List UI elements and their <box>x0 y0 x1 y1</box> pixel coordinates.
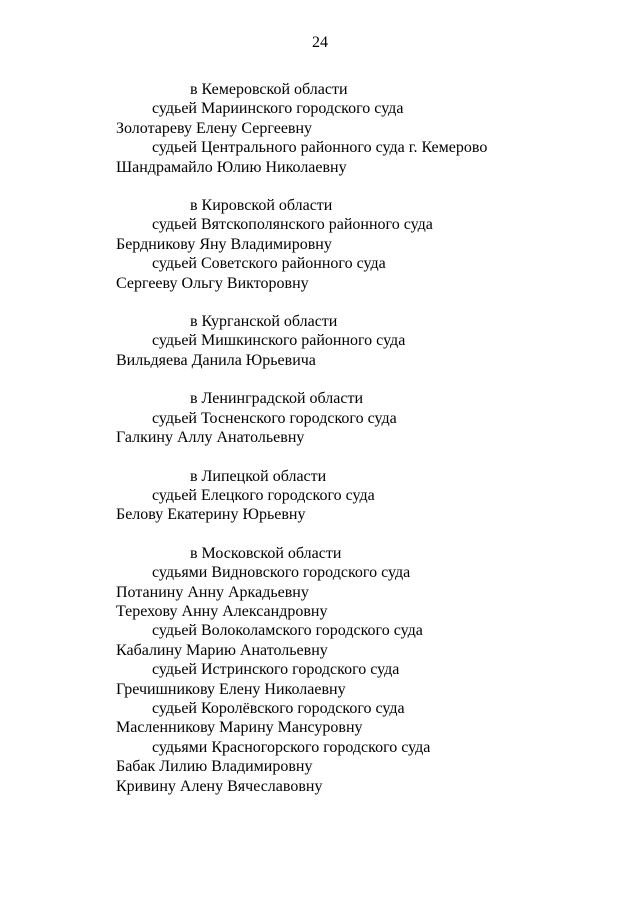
judge-name-line: Кривину Алену Вячеславовну <box>116 777 323 795</box>
judge-name-line: Белову Екатерину Юрьевну <box>116 506 306 524</box>
page-number: 24 <box>312 34 328 51</box>
court-appointment-line: судьей Мариинского городского суда <box>152 100 404 118</box>
region-section <box>116 544 616 796</box>
court-appointment-line: судьями Красногорского городского суда <box>152 738 431 756</box>
judge-name-line: Вильдяева Данила Юрьевича <box>116 351 316 369</box>
court-appointment-line: судьями Видновского городского суда <box>152 564 411 582</box>
judge-name-line: Сергееву Ольгу Викторовну <box>116 274 309 292</box>
court-appointment-line: судьей Тосненского городского суда <box>152 409 397 427</box>
judge-name-line: Гречишникову Елену Николаевну <box>116 680 346 698</box>
region-heading: в Курганской области <box>190 313 338 331</box>
court-appointment-line: судьей Вятскополянского районного суда <box>152 216 433 234</box>
region-section <box>116 467 616 525</box>
judge-name-line: Кабалину Марию Анатольевну <box>116 641 328 659</box>
judge-name-line: Галкину Аллу Анатольевну <box>116 429 305 447</box>
court-appointment-line: судьей Центрального районного суда г. Кемерово <box>152 139 488 157</box>
court-appointment-line: судьей Истринского городского суда <box>152 661 400 679</box>
region-section <box>116 389 616 447</box>
court-appointment-line: судьей Королёвского городского суда <box>152 699 405 717</box>
judge-name-line: Золотареву Елену Сергеевну <box>116 119 313 137</box>
judge-name-line: Шандрамайло Юлию Николаевну <box>116 158 347 176</box>
court-appointment-line: судьей Советского районного суда <box>152 255 386 273</box>
region-section <box>116 312 616 370</box>
region-heading: в Кемеровской области <box>190 81 348 98</box>
court-appointment-line: судьей Мишкинского районного суда <box>152 332 406 350</box>
judge-name-line: Масленникову Марину Мансуровну <box>116 719 363 737</box>
region-section <box>116 196 616 293</box>
court-appointment-line: судьей Елецкого городского суда <box>152 486 375 504</box>
region-heading: в Ленинградской области <box>190 390 363 408</box>
region-heading: в Кировской области <box>190 197 333 215</box>
judge-name-line: Терехову Анну Александровну <box>116 602 328 620</box>
region-heading: в Липецкой области <box>190 467 327 485</box>
judge-name-line: Бабак Лилию Владимировну <box>116 758 313 776</box>
appointment-list <box>116 80 616 815</box>
region-section <box>116 80 616 177</box>
judge-name-line: Потанину Анну Аркадьевну <box>116 583 309 601</box>
court-appointment-line: судьей Волоколамского городского суда <box>152 622 423 640</box>
region-heading: в Московской области <box>190 544 342 562</box>
judge-name-line: Бердникову Яну Владимировну <box>116 235 332 253</box>
